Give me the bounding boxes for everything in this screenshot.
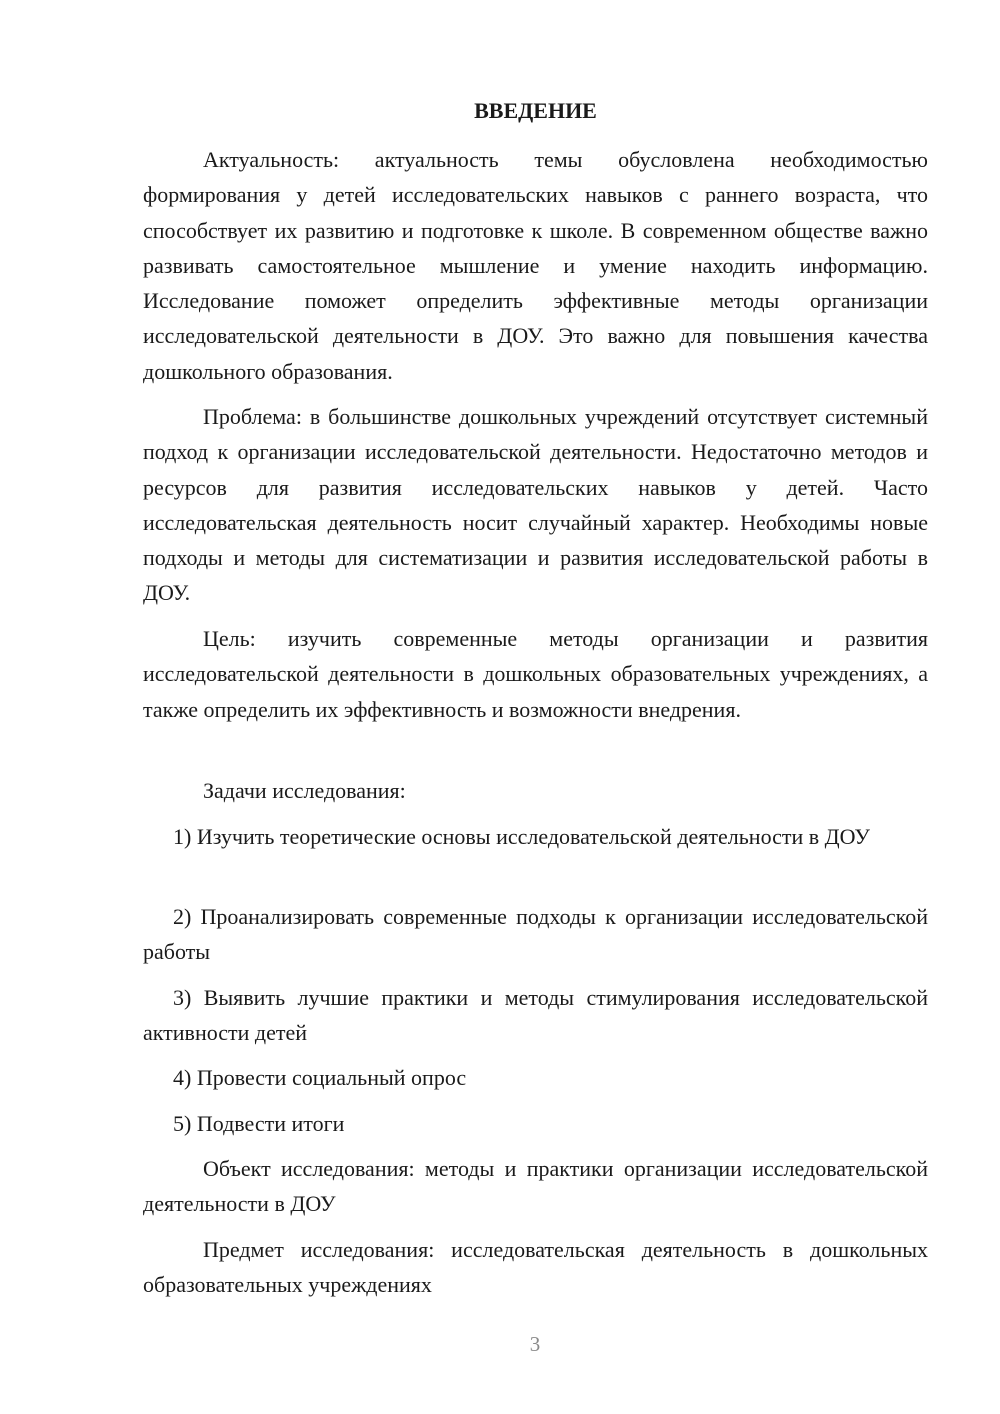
goal-paragraph: Цель: изучить современные методы организации и развития исследовательской деятельности в дошкольных образовательных учреждениях, а также определить их эффективность и возможности внедрения.	[143, 626, 928, 722]
subject-paragraph: Предмет исследования: исследовательская деятельность в дошкольных образовательных учреждениях	[143, 1237, 928, 1298]
task-item-5: 5) Подвести итоги	[173, 1111, 345, 1136]
tasks-heading: Задачи исследования:	[203, 778, 406, 803]
object-paragraph: Объект исследования: методы и практики организации исследовательской деятельности в ДОУ	[143, 1156, 928, 1217]
page-number: 3	[529, 1332, 541, 1356]
task-item-2: 2) Проанализировать современные подходы к организации исследовательской работы	[143, 904, 928, 965]
problem-paragraph: Проблема: в большинстве дошкольных учреждений отсутствует системный подход к организации исследовательской деятельности. Недостаточно методов и ресурсов для развития исследовательских навыков у детей. Часто исследовательская деятельность носит случайный характер. Необходимы новые подходы и методы для систематизации и развития исследовательской работы в ДОУ.	[143, 404, 928, 606]
task-item-3: 3) Выявить лучшие практики и методы стимулирования исследовательской активности детей	[143, 985, 928, 1046]
task-item-4: 4) Провести социальный опрос	[173, 1065, 467, 1090]
relevance-paragraph: Актуальность: актуальность темы обусловлена необходимостью формирования у детей исследовательских навыков с раннего возраста, что способствует их развитию и подготовке к школе. В современном обществе важно развивать самостоятельное мышление и умение находить информацию. Исследование поможет определить эффективные методы организации исследовательской деятельности в ДОУ. Это важно для повышения качества дошкольного образования.	[143, 147, 928, 384]
task-item-1: 1) Изучить теоретические основы исследовательской деятельности в ДОУ	[173, 824, 870, 849]
section-title: ВВЕДЕНИЕ	[474, 98, 597, 123]
